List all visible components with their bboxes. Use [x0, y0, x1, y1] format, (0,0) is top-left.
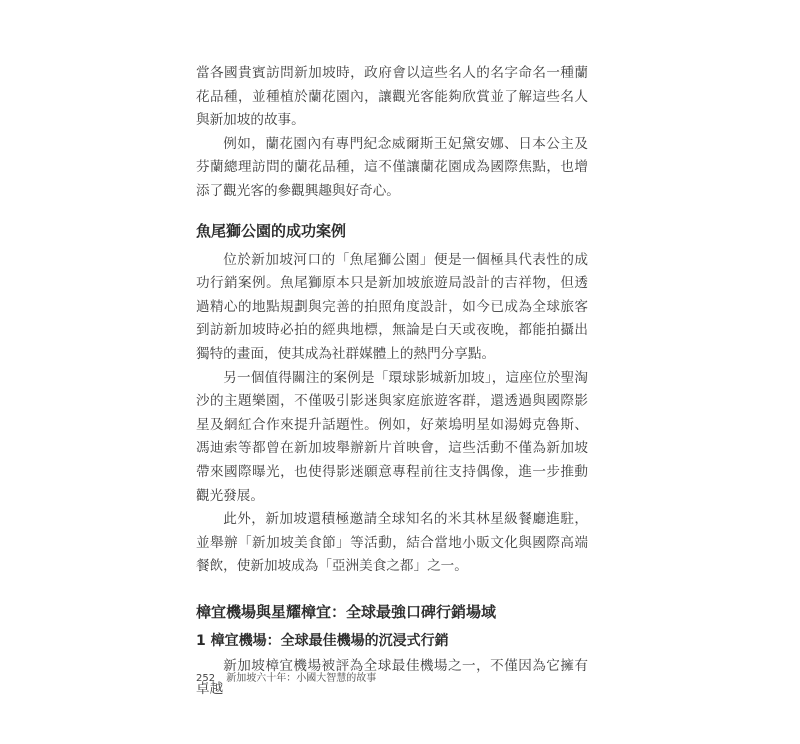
- body-text-column: [196, 62, 588, 702]
- paragraph-orchid-examples: 例如，蘭花園內有專門紀念威爾斯王妃黛安娜、日本公主及芬蘭總理訪問的蘭花品種，這不僅讓蘭花園成為國際焦點，也增添了觀光客的參觀興趣與好奇心。: [196, 135, 588, 199]
- subsection-heading-changi-airport: 1 樟宜機場：全球最佳機場的沉浸式行銷: [196, 632, 449, 649]
- paragraph-orchid-names: 當各國貴賓訪問新加坡時，政府會以這些名人的名字命名一種蘭花品種，並種植於蘭花園內，讓觀光客能夠欣賞並了解這些名人與新加坡的故事。: [196, 65, 588, 129]
- section-heading-merlion: 魚尾獅公園的成功案例: [196, 221, 347, 240]
- paragraph-universal-studios: 另一個值得關注的案例是「環球影城新加坡」，這座位於聖淘沙的主題樂園，不僅吸引影迷與家庭旅遊客群，還透過與國際影星及網紅合作來提升話題性。例如，好萊塢明星如湯姆克魯斯、馮迪索等都曾在新加坡舉辦新片首映會，這些活動不僅為新加坡帶來國際曝光，也使得影迷願意專程前往支持偶像，進一步推動觀光發展。: [196, 369, 588, 504]
- running-book-title: 新加坡六十年：小國大智慧的故事: [226, 673, 377, 684]
- paragraph-michelin-food: 此外，新加坡還積極邀請全球知名的米其林星級餐廳進駐，並舉辦「新加坡美食節」等活動，結合當地小販文化與國際高端餐飲，使新加坡成為「亞洲美食之都」之一。: [196, 511, 588, 575]
- paragraph-merlion-park: 位於新加坡河口的「魚尾獅公園」便是一個極具代表性的成功行銷案例。魚尾獅原本只是新加坡旅遊局設計的吉祥物，但透過精心的地點規劃與完善的拍照角度設計，如今已成為全球旅客到訪新加坡時必拍的經典地標，無論是白天或夜晚，都能拍攝出獨特的畫面，使其成為社群媒體上的熱門分享點。: [196, 251, 588, 362]
- section-heading-changi: 樟宜機場與星耀樟宜：全球最強口碑行銷場域: [196, 602, 497, 621]
- paragraph-changi-airport: 新加坡樟宜機場被評為全球最佳機場之一，不僅因為它擁有卓越: [196, 657, 588, 698]
- page-number: 252: [196, 673, 216, 684]
- page-footer: [196, 672, 376, 686]
